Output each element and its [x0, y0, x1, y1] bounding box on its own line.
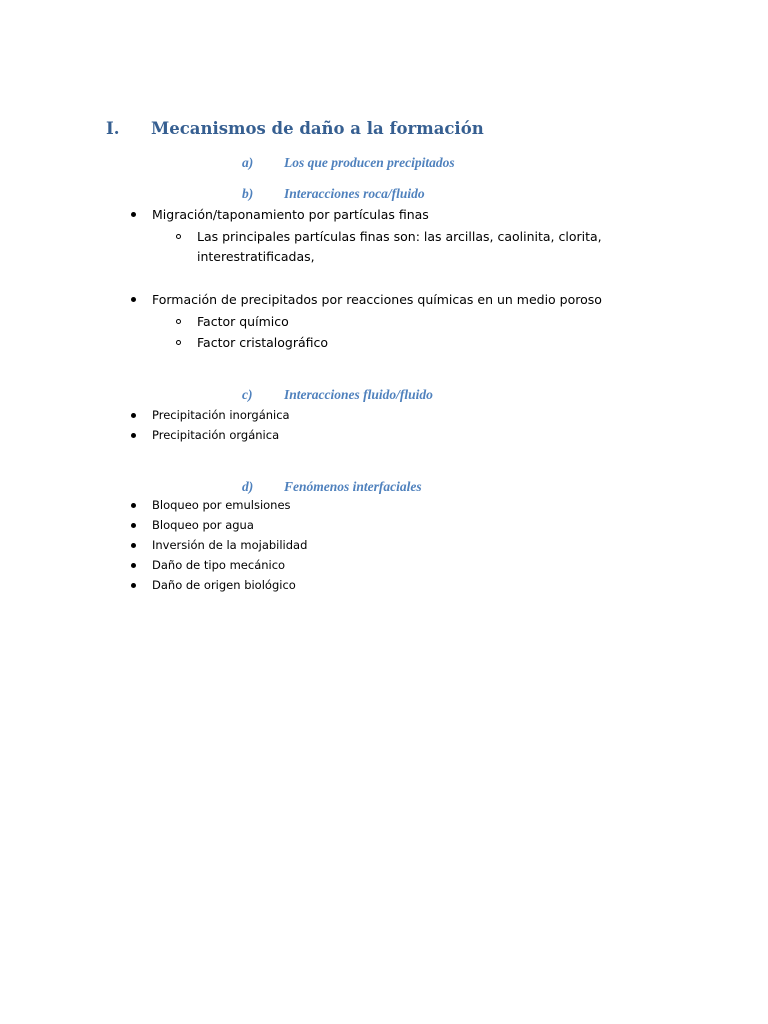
bullet-icon — [131, 212, 136, 217]
bullet-icon — [131, 523, 136, 528]
heading-title: Mecanismos de daño a la formación — [151, 119, 484, 138]
section-c-title: Interacciones fluido/fluido — [284, 387, 433, 402]
bullet-icon — [131, 563, 136, 568]
circle-bullet-icon — [176, 340, 181, 345]
list-item: Inversión de la mojabilidad — [152, 538, 308, 552]
bullet-icon — [131, 297, 136, 302]
bullet-icon — [131, 583, 136, 588]
sub-list-item: Factor químico — [197, 314, 289, 329]
circle-bullet-icon — [176, 319, 181, 324]
list-item: Bloqueo por agua — [152, 518, 254, 532]
sub-list-item: Factor cristalográfico — [197, 335, 329, 350]
list-item: Formación de precipitados por reacciones químicas en un medio poroso — [152, 292, 602, 307]
list-item: Daño de origen biológico — [152, 578, 296, 592]
list-item: Precipitación inorgánica — [152, 408, 290, 422]
section-a-title: Los que producen precipitados — [284, 155, 455, 170]
bullet-icon — [131, 413, 136, 418]
section-c-label: c) — [242, 387, 253, 402]
list-item: Migración/taponamiento por partículas finas — [152, 207, 429, 222]
section-d-label: d) — [242, 479, 254, 494]
bullet-icon — [131, 543, 136, 548]
sub-list-item: Las principales partículas finas son: las arcillas, caolinita, clorita, — [197, 229, 602, 244]
list-item: Bloqueo por emulsiones — [152, 498, 291, 512]
sub-list-item-continuation: interestratificadas, — [197, 249, 315, 264]
bullet-icon — [131, 433, 136, 438]
circle-bullet-icon — [176, 234, 181, 239]
heading-number: I. — [106, 119, 120, 138]
section-d-title: Fenómenos interfaciales — [284, 479, 422, 494]
list-item: Daño de tipo mecánico — [152, 558, 286, 572]
section-b-title: Interacciones roca/fluido — [284, 186, 425, 201]
section-b-label: b) — [242, 186, 254, 201]
section-a-label: a) — [242, 155, 254, 170]
list-item: Precipitación orgánica — [152, 428, 280, 442]
bullet-icon — [131, 503, 136, 508]
